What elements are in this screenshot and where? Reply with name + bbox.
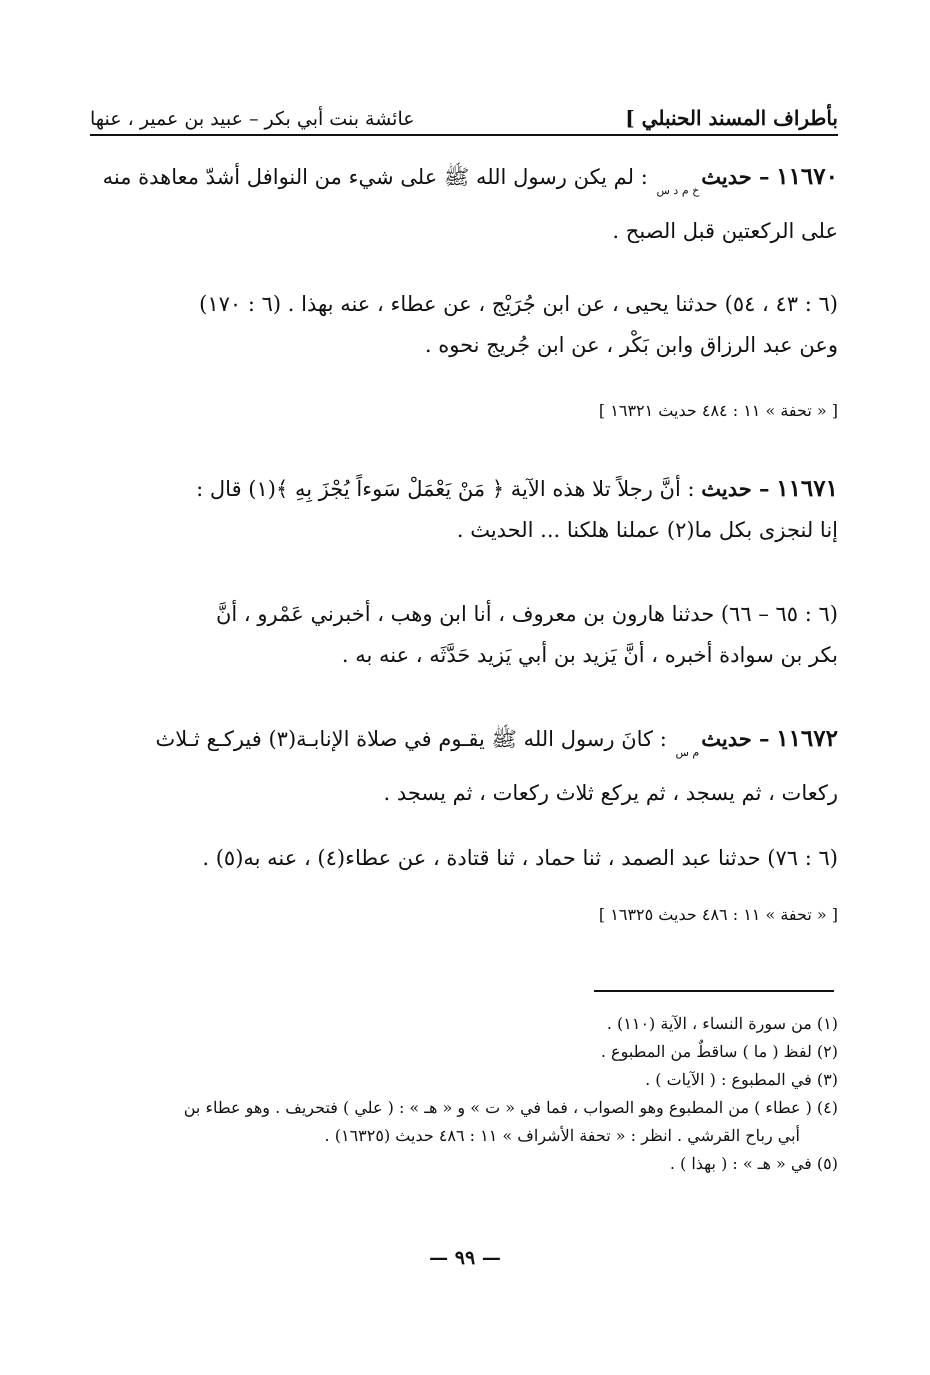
hadith-text-line: ١١٦٧١ – حديث : أنَّ رجلاً تلا هذه الآية ﴿ مَنْ يَعْمَلْ سَوءاً يُجْزَ بِهِ ﴾(١) قال :	[196, 475, 838, 502]
hadith-text: : لم يكن رسول الله ﷺ على شيء من النوافل أشدّ معاهدة منه	[102, 165, 648, 189]
hadith-entry-11670	[88, 156, 838, 252]
hadith-keyword: حديث	[701, 726, 752, 751]
hadith-keyword: حديث	[701, 476, 752, 501]
isnad-line: (٦ : ٧٦) حدثنا عبد الصمد ، ثنا حماد ، ثنا قتادة ، عن عطاء(٤) ، عنه به(٥) .	[202, 846, 838, 870]
footnote-2: (٢) لفظ ( ما ) ساقطٌ من المطبوع .	[600, 1042, 838, 1061]
header-book-title: بأطراف المسند الحنبلي ]	[625, 106, 838, 130]
hadith-text-continued: على الركعتين قبل الصبح .	[612, 219, 838, 243]
isnad-11672	[88, 838, 838, 879]
footnotes	[84, 1010, 838, 1178]
header-section-title: عائشة بنت أبي بكر – عبيد بن عمير ، عنها	[90, 108, 415, 130]
hadith-text-line: ١١٦٧٠ – حديثخ م د س : لم يكن رسول الله ﷺ على شيء من النوافل أشدّ معاهدة منه	[88, 156, 838, 211]
source-sigla: م س	[675, 746, 700, 759]
footnote-5: (٥) في « هـ » : ( بهذا ) .	[669, 1154, 838, 1173]
page-number: — ٩٩ —	[429, 1247, 501, 1269]
source-sigla: خ م د س	[656, 184, 700, 197]
tuhfa-reference: [ « تحفة » ١١ : ٤٨٤ حديث ١٦٣٢١ ]	[598, 401, 838, 420]
hadith-text: : أنَّ رجلاً تلا هذه الآية ﴿ مَنْ يَعْمَلْ سَوءاً يُجْزَ بِهِ ﴾(١) قال :	[196, 477, 695, 501]
hadith-text-line: ١١٦٧٢ – حديثم س : كانَ رسول الله ﷺ يقـوم في صلاة الإنابـة(٣) فيركـع ثـلاث	[88, 718, 838, 773]
footnote-4: (٤) ( عطاء ) من المطبوع وهو الصواب ، فما في « ت » و « هـ » : ( علي ) فتحريف . وهو عطاء بن	[183, 1098, 838, 1117]
running-header	[90, 92, 838, 136]
footnote-3: (٣) في المطبوع : ( الآيات ) .	[645, 1070, 838, 1089]
hadith-entry-11672	[88, 718, 838, 814]
tuhfa-reference: [ « تحفة » ١١ : ٤٨٦ حديث ١٦٣٢٥ ]	[598, 905, 838, 924]
hadith-text: : كانَ رسول الله ﷺ يقـوم في صلاة الإنابـة(٣) فيركـع ثـلاث	[155, 727, 667, 751]
hadith-text-continued: إنا لنجزى بكل ما(٢) عملنا هلكنا ... الحديث .	[456, 518, 838, 542]
isnad-line: (٦ : ٤٣ ، ٥٤) حدثنا يحيى ، عن ابن جُرَيْج ، عن عطاء ، عنه بهذا . (٦ : ١٧٠)	[199, 292, 838, 316]
footnote-1: (١) من سورة النساء ، الآية (١١٠) .	[606, 1014, 838, 1033]
hadith-text-continued: ركعات ، ثم يسجد ، ثم يركع ثلاث ركعات ، ثم يسجد .	[383, 781, 838, 805]
hadith-keyword: حديث	[701, 164, 752, 189]
isnad-11671	[88, 594, 838, 676]
hadith-number: ١١٦٧١	[776, 475, 838, 502]
hadith-number: ١١٦٧٠	[776, 163, 838, 190]
isnad-line: (٦ : ٦٥ – ٦٦) حدثنا هارون بن معروف ، أنا ابن وهب ، أخبرني عَمْرو ، أنَّ	[215, 602, 838, 626]
footnote-4-continued: أبي رباح القرشي . انظر : « تحفة الأشراف » ١١ : ٤٨٦ حديث (١٦٣٢٥) .	[324, 1126, 800, 1145]
hadith-entry-11671	[88, 468, 838, 551]
footnote-separator	[594, 990, 834, 992]
hadith-number: ١١٦٧٢	[776, 725, 838, 752]
isnad-line: بكر بن سوادة أخبره ، أنَّ يَزيد بن أبي يَزيد حَدَّثَه ، عنه به .	[341, 643, 838, 667]
isnad-line: وعن عبد الرزاق وابن بَكْر ، عن ابن جُريج نحوه .	[424, 333, 838, 357]
isnad-11670	[88, 284, 838, 366]
